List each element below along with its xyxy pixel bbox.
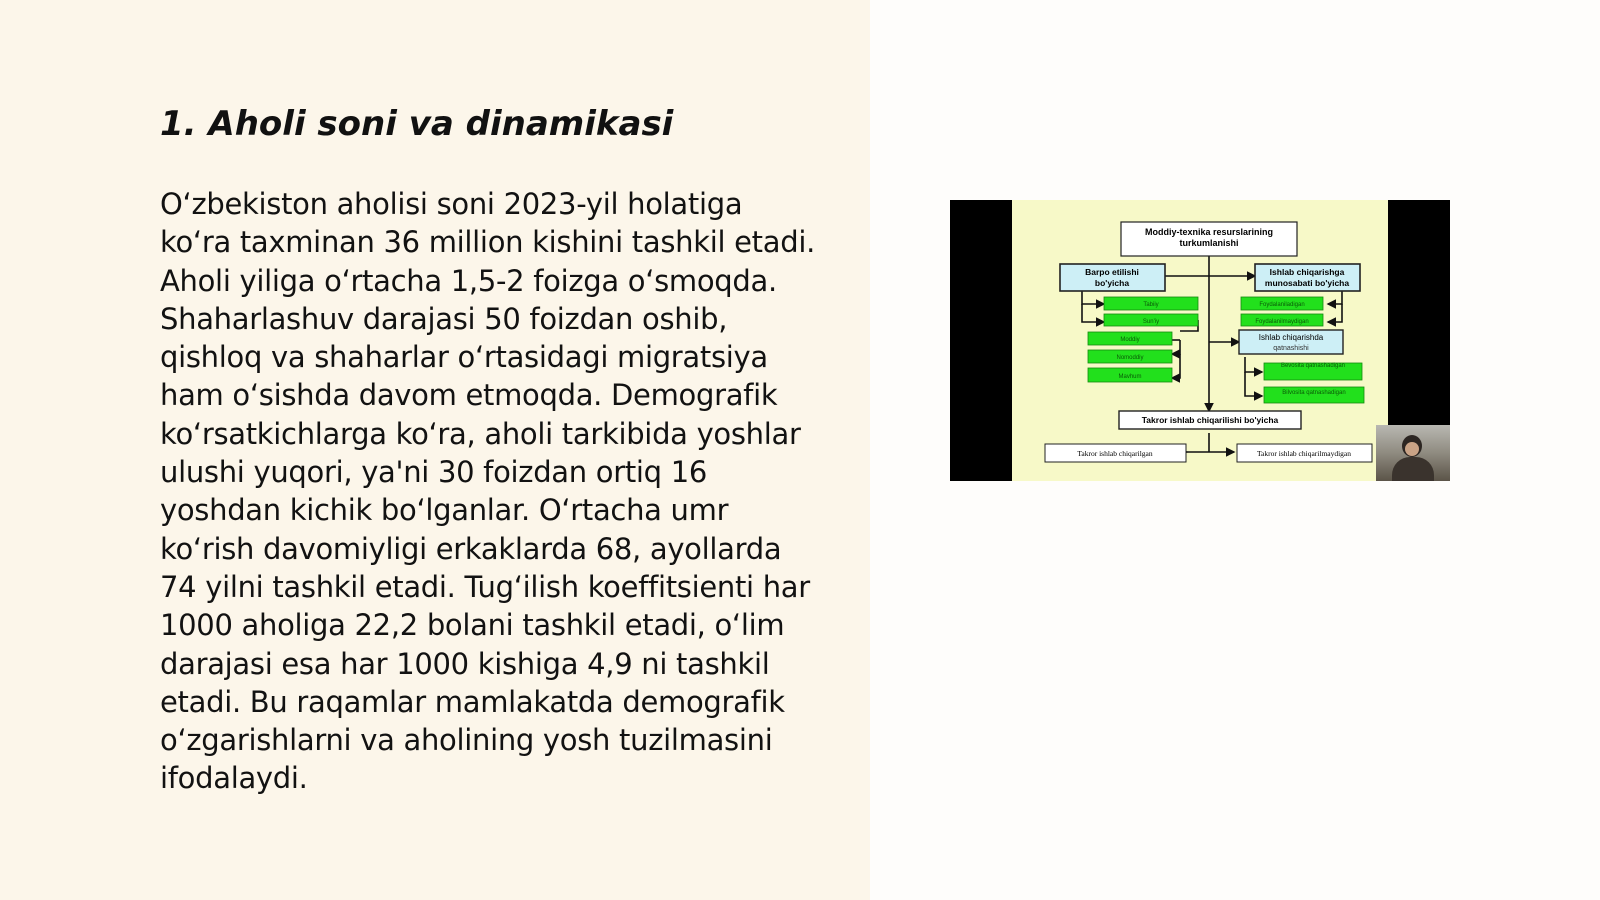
diagram-left-item: Nomoddiy — [1116, 355, 1144, 361]
presenter-webcam-thumbnail — [1376, 425, 1450, 481]
diagram-left-item: Mavhum — [1118, 374, 1142, 380]
diagram-bottom-label: Takror ishlab chiqarilishi bo'yicha — [1141, 415, 1279, 425]
diagram-right-item: Foydalaniladigan — [1259, 302, 1305, 308]
diagram-bottom-left-label: Takror ishlab chiqarilgan — [1077, 449, 1153, 458]
slide-paragraph: O‘zbekiston aholisi soni 2023-yil holatiga ko‘ra taxminan 36 million kishini tashkil etadi. Aholi yiliga o‘rtacha 1,5-2 foizga o‘smoqda. Shaharlashuv darajasi 50 foizdan oshib, qishloq va shaharlar o‘rtasidagi migratsiya ham o‘sishda davom etmoqda. Demografik ko‘rsatkichlarga ko‘ra, aholi tarkibida yoshlar ulushi yuqori, ya'ni 30 foizdan ortiq 16 yoshdan kichik bo‘lganlar. O‘rtacha umr ko‘rish davomiyligi erkaklarda 68, ayollarda 74 yilni tashkil etadi. Tug‘ilish koeffitsienti har 1000 aholiga 22,2 bolani tashkil etadi, o‘lim darajasi esa har 1000 kishiga 4,9 ni tashkil etadi. Bu raqamlar mamlakatda demografik o‘zgarishlarni va aholining yosh tuzilmasini ifodalaydi. — [160, 187, 816, 796]
diagram-right-item: Bevosita qatnashadigan — [1280, 363, 1346, 369]
diagram-left-item: Sun'iy — [1142, 319, 1160, 325]
embedded-slide-image — [950, 200, 1450, 481]
diagram-top-label-2: turkumlanishi — [1179, 238, 1239, 248]
diagram-middle-label-1: Ishlab chiqarishda — [1258, 333, 1324, 342]
diagram-left-item: Tabiiy — [1143, 302, 1159, 308]
diagram-top-label-1: Moddiy-texnika resurslarining — [1144, 227, 1274, 237]
diagram-right-item: Foydalanilmaydigan — [1255, 319, 1309, 325]
diagram-area — [1012, 200, 1388, 481]
diagram-right-label-2: munosabati bo'yicha — [1264, 278, 1350, 288]
diagram-bottom-right-label: Takror ishlab chiqarilmaydigan — [1256, 449, 1352, 458]
diagram-right-label-1: Ishlab chiqarishga — [1269, 267, 1345, 277]
diagram-left-item: Moddiy — [1120, 337, 1140, 343]
diagram-middle-label-2: qatnashishi — [1273, 345, 1309, 352]
classification-diagram — [1012, 200, 1388, 481]
diagram-left-label-2: bo'yicha — [1094, 278, 1130, 288]
slide-title: 1. Aholi soni va dinamikasi — [160, 104, 674, 144]
diagram-right-item: Bilvosita qatnashadigan — [1282, 390, 1346, 396]
diagram-left-label-1: Barpo etilishi — [1085, 267, 1139, 277]
